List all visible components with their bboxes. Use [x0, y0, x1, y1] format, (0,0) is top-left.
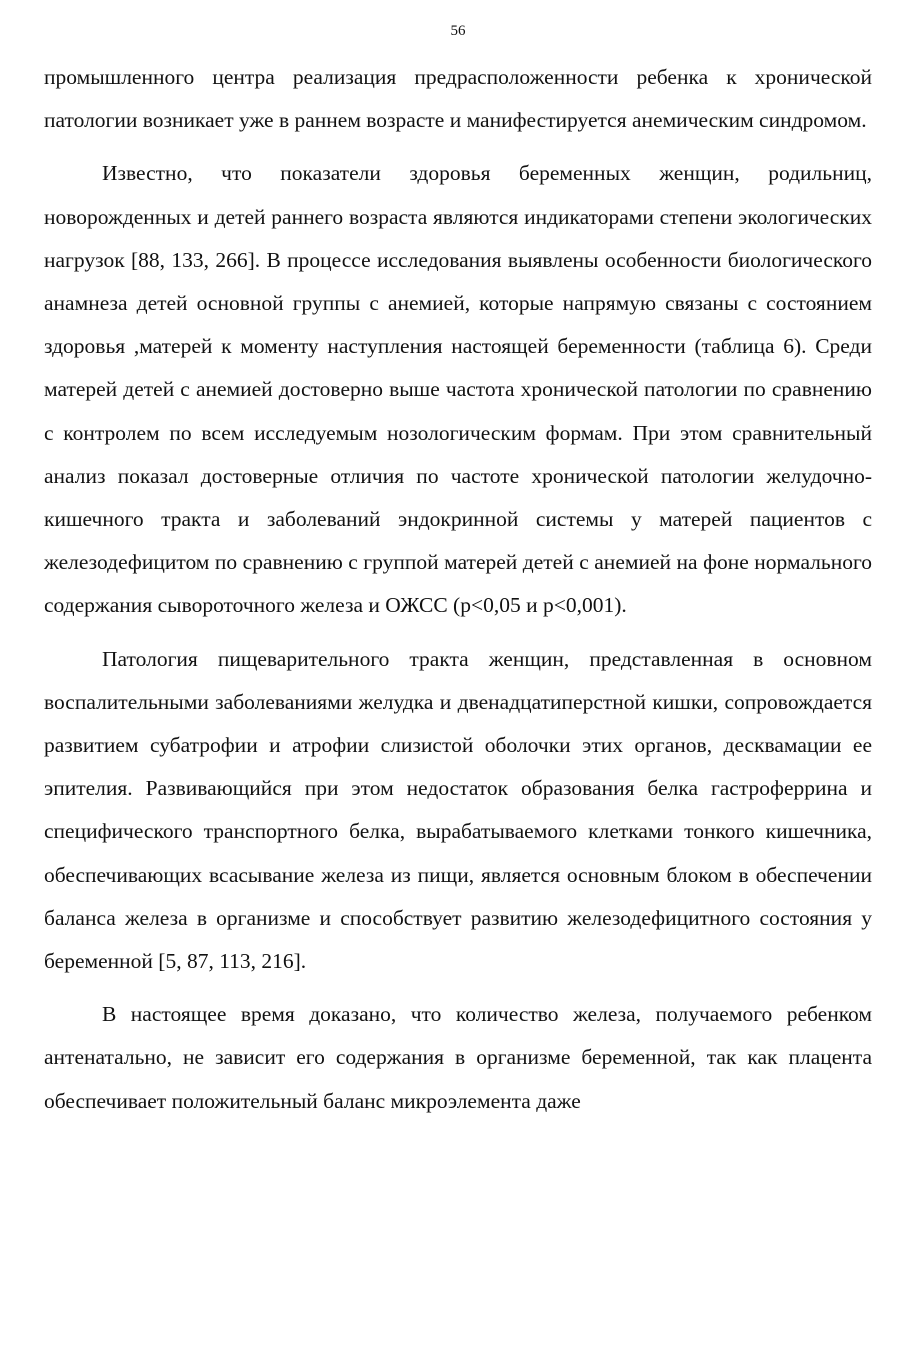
page-number: 56: [450, 23, 466, 39]
paragraph-antenatal-iron: В настоящее время доказано, что количество железа, получаемого ребенком антенатально, не зависит его содержания в организме беременной, так как плацента обеспечивает положительный баланс микроэлемента даже: [44, 1002, 872, 1113]
paragraph-digestive-pathology: Патология пищеварительного тракта женщин, представленная в основном воспалительными заболеваниями желудка и двенадцатиперстной кишки, сопровождается развитием субатрофии и атрофии слизистой оболочки этих органов, десквамации ее эпителия. Развивающийся при этом недостаток образования белка гастроферрина и специфического транспортного белка, вырабатываемого клетками тонкого кишечника, обеспечивающих всасывание железа из пищи, является основным блоком в обеспечении баланса железа в организме и способствует развитию железодефицитного состояния у беременной [5, 87, 113, 216].: [44, 646, 872, 974]
paragraph-health-indicators: Известно, что показатели здоровья беременных женщин, родильниц, новорожденных и детей раннего возраста являются индикаторами степени экологических нагрузок [88, 133, 266]. В процессе исследования выявлены особенности биологического анамнеза детей основной группы с анемией, которые напрямую связаны с состоянием здоровья ,матерей к моменту наступления настоящей беременности (таблица 6). Среди матерей детей с анемией достоверно выше частота хронической патологии по сравнению с контролем по всем исследуемым нозологическим формам. При этом сравнительный анализ показал достоверные отличия по частоте хронической патологии желудочно-кишечного тракта и заболеваний эндокринной системы у матерей пациентов с железодефицитом по сравнению с группой матерей детей с анемией на фоне нормального содержания сывороточного железа и ОЖСС (р<0,05 и р<0,001).: [44, 161, 872, 618]
paragraph-continuation: промышленного центра реализация предрасположенности ребенка к хронической патологии возникает уже в раннем возрасте и манифестируется анемическим синдромом.: [44, 65, 872, 133]
body-text: [44, 56, 872, 1123]
